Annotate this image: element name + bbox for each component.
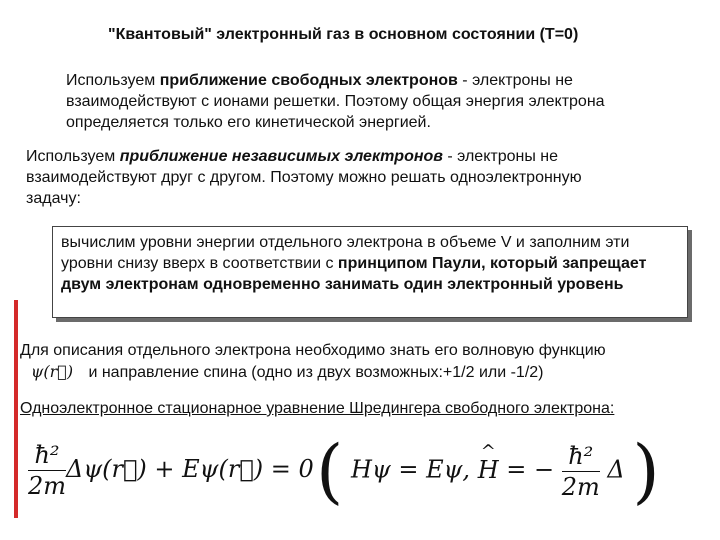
hbar-fraction bbox=[28, 440, 66, 501]
wavefunction-paragraph bbox=[20, 340, 620, 383]
eq2-tail: Δ bbox=[607, 455, 625, 484]
right-paren: ) bbox=[632, 430, 660, 512]
p2-post: - электроны не взаимодействуют друг с другом. Поэтому можно решать одноэлектронную задачу: bbox=[26, 148, 582, 207]
eq2-mid: = − bbox=[498, 455, 555, 484]
eq2-num: ħ² bbox=[562, 441, 600, 472]
p3-post: и направление спина (одно из двух возможных:+1/2 или -1/2) bbox=[84, 364, 544, 381]
p2-pre: Используем bbox=[26, 148, 120, 165]
pauli-box bbox=[52, 226, 688, 318]
p1-post: - электроны не взаимодействуют с ионами решетки. Поэтому общая энергия электрона определяется только его кинетической энергией. bbox=[66, 72, 605, 131]
schrodinger-equation bbox=[28, 440, 314, 501]
slide-title: "Квантовый" электронный газ в основном состоянии (T=0) bbox=[108, 26, 579, 43]
left-paren: ( bbox=[316, 430, 344, 512]
eq2-den: 2m bbox=[561, 472, 600, 501]
psi-symbol: ψ(r⃗) bbox=[30, 362, 74, 381]
eq1-den: 2m bbox=[28, 472, 67, 500]
red-margin-bar bbox=[14, 300, 18, 518]
eq1-body: Δψ(r⃗) + Eψ(r⃗) = 0 bbox=[66, 455, 314, 483]
p1-bold: приближение свободных электронов bbox=[159, 72, 458, 89]
box-pre: вычислим уровни энергии отдельного электрона в объеме V и заполним эти уровни снизу вверх в соответствии с bbox=[61, 234, 630, 272]
free-electron-paragraph bbox=[66, 70, 686, 133]
hamiltonian-symbol: ^ H bbox=[478, 456, 499, 484]
eq1-num: ħ² bbox=[28, 440, 66, 471]
eq2-left: Hψ = Eψ, bbox=[350, 455, 471, 484]
schrodinger-heading: Одноэлектронное стационарное уравнение Шредингера свободного электрона: bbox=[20, 400, 615, 417]
p1-pre: Используем bbox=[66, 72, 160, 89]
box-bold: принципом Паули, который запрещает двум электронам одновременно занимать один электронный уровень bbox=[61, 255, 647, 293]
hamiltonian-equation bbox=[316, 430, 660, 512]
hbar-fraction-2 bbox=[562, 441, 600, 502]
p2-bold: приближение независимых электронов bbox=[119, 148, 443, 165]
p3-pre: Для описания отдельного электрона необходимо знать его волновую функцию bbox=[20, 342, 606, 359]
independent-electron-paragraph bbox=[26, 146, 586, 209]
